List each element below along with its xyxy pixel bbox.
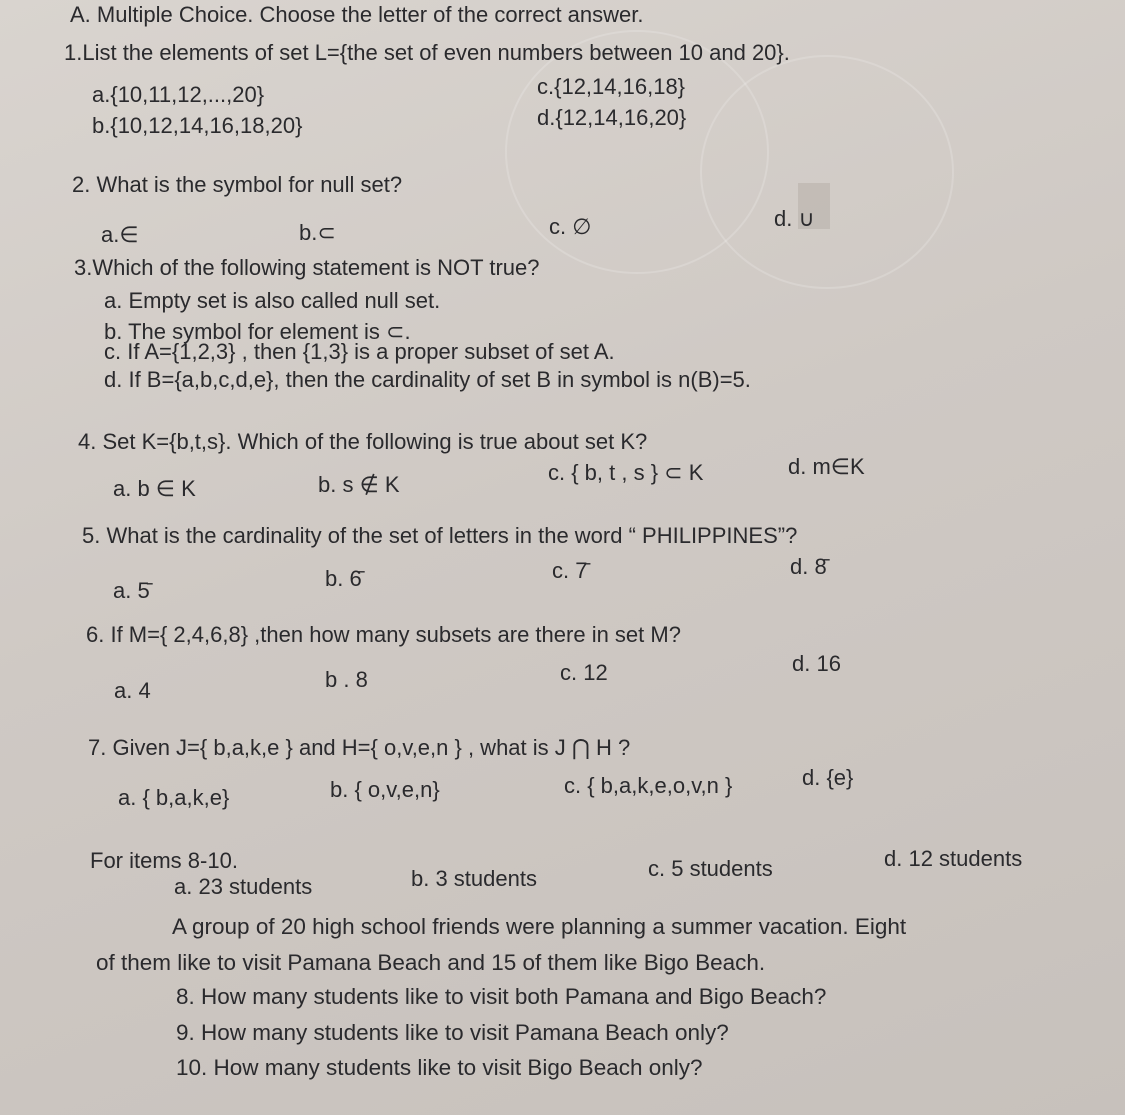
q8-10-option-b: b. 3 students	[411, 866, 537, 891]
q3-question: 3.Which of the following statement is NOT true?	[74, 255, 540, 280]
q2-option-d: d. ∪	[774, 206, 815, 231]
q4-option-c: c. { b, t , s } ⊂ K	[548, 460, 704, 485]
q4-option-b: b. s ∉ K	[318, 472, 400, 497]
q4-option-d: d. m∈K	[788, 454, 865, 479]
q1-option-a: a.{10,11,12,...,20}	[92, 82, 265, 107]
q5-option-d: d. 8̄	[790, 554, 827, 579]
q6-option-a: a. 4	[114, 678, 151, 703]
q2-option-a: a.∈	[101, 222, 139, 247]
q7-option-d: d. {e}	[802, 765, 854, 790]
q7-option-b: b. { o,v,e,n}	[330, 777, 440, 802]
q2-option-c: c. ∅	[549, 214, 592, 239]
passage-line-2: of them like to visit Pamana Beach and 15 of them like Bigo Beach.	[96, 950, 766, 975]
q7-question: 7. Given J={ b,a,k,e } and H={ o,v,e,n } , what is J ⋂ H ?	[88, 735, 631, 760]
q5-option-a: a. 5̄	[113, 578, 150, 603]
q1-option-b: b.{10,12,14,16,18,20}	[92, 113, 303, 138]
q3-option-d: d. If B={a,b,c,d,e}, then the cardinality of set B in symbol is n(B)=5.	[104, 367, 751, 392]
q4-option-a: a. b ∈ K	[113, 476, 196, 501]
q6-option-b: b . 8	[325, 667, 368, 692]
q3-option-a: a. Empty set is also called null set.	[104, 288, 441, 313]
q5-question: 5. What is the cardinality of the set of letters in the word “ PHILIPPINES”?	[82, 523, 798, 548]
q8-10-option-c: c. 5 students	[648, 856, 773, 881]
passage-line-1: A group of 20 high school friends were planning a summer vacation. Eight	[172, 914, 907, 939]
q1-option-c: c.{12,14,16,18}	[537, 74, 686, 99]
q7-option-c: c. { b,a,k,e,o,v,n }	[564, 773, 733, 798]
q8-10-option-d: d. 12 students	[884, 846, 1023, 871]
q6-option-d: d. 16	[792, 651, 841, 676]
items-8-10-intro: For items 8-10.	[90, 848, 238, 873]
section-header: A. Multiple Choice. Choose the letter of the correct answer.	[70, 2, 644, 27]
q5-option-b: b. 6̄	[325, 566, 362, 591]
q4-question: 4. Set K={b,t,s}. Which of the following is true about set K?	[78, 429, 648, 454]
q8-10-option-a: a. 23 students	[174, 874, 313, 899]
q1-question: 1.List the elements of set L={the set of even numbers between 10 and 20}.	[64, 40, 790, 65]
q6-option-c: c. 12	[560, 660, 608, 685]
q9-question: 9. How many students like to visit Pamana Beach only?	[176, 1020, 729, 1045]
q7-option-a: a. { b,a,k,e}	[118, 785, 230, 810]
q2-question: 2. What is the symbol for null set?	[72, 172, 403, 197]
q1-option-d: d.{12,14,16,20}	[537, 105, 687, 130]
q2-option-b: b.⊂	[299, 220, 336, 245]
q8-question: 8. How many students like to visit both Pamana and Bigo Beach?	[176, 984, 827, 1009]
q6-question: 6. If M={ 2,4,6,8} ,then how many subsets are there in set M?	[86, 622, 681, 647]
q3-option-c: c. If A={1,2,3} , then {1,3} is a proper subset of set A.	[104, 339, 615, 364]
background-circle-right	[700, 55, 954, 289]
q3-option-b: b. The symbol for element is ⊂.	[104, 319, 411, 344]
q5-option-c: c. 7̄	[552, 558, 588, 583]
q10-question: 10. How many students like to visit Bigo Beach only?	[176, 1055, 703, 1080]
